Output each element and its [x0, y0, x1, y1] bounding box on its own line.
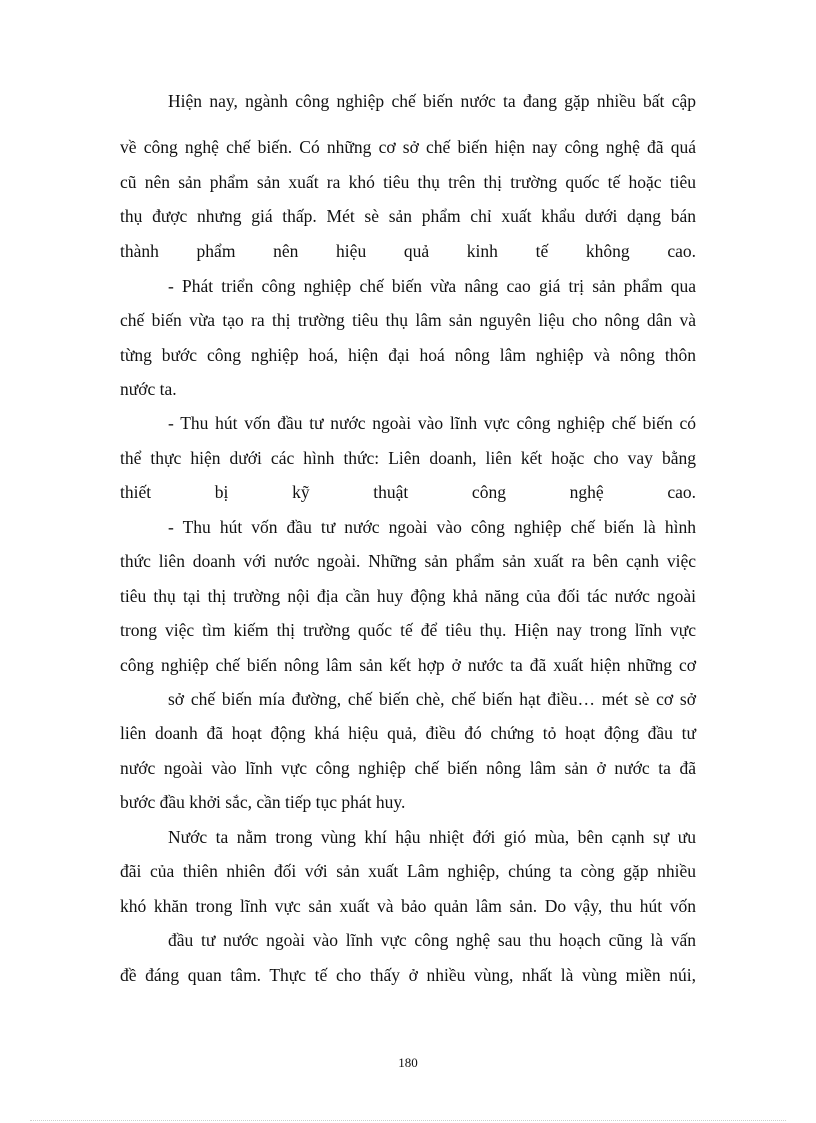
text-line: liên doanh đã hoạt động khá hiệu quả, điều đó chứng tỏ hoạt động đầu tư	[120, 723, 696, 743]
text-line: công nghiệp chế biến nông lâm sản kết hợp ở nước ta đã xuất hiện những cơ	[120, 655, 696, 675]
text-line: đãi của thiên nhiên đối với sản xuất Lâm nghiệp, chúng ta còng gặp nhiều	[120, 861, 696, 881]
text-line: khó khăn trong lĩnh vực sản xuất và bảo quản lâm sản. Do vậy, thu hút vốn	[120, 896, 696, 916]
text-line: đề đáng quan tâm. Thực tế cho thấy ở nhiều vùng, nhất là vùng miền núi,	[120, 965, 696, 985]
page-number: 180	[398, 1055, 418, 1070]
text-line: về công nghệ chế biến. Có những cơ sở chế biến hiện nay công nghệ đã quá	[120, 137, 696, 157]
text-line: chế biến vừa tạo ra thị trường tiêu thụ lâm sản nguyên liệu cho nông dân và	[120, 310, 696, 330]
text-line: nước ngoài vào lĩnh vực công nghiệp chế biến nông lâm sản ở nước ta đã	[120, 758, 696, 778]
page-bottom-divider	[30, 1120, 786, 1121]
text-line: tiêu thụ tại thị trường nội địa cần huy động khả năng của đối tác nước ngoài	[120, 586, 696, 606]
text-line: nước ta.	[120, 379, 177, 399]
text-line: - Thu hút vốn đầu tư nước ngoài vào công nghiệp chế biến là hình	[168, 517, 696, 537]
text-line: Hiện nay, ngành công nghiệp chế biến nước ta đang gặp nhiều bất cập	[168, 91, 696, 111]
text-line: cũ nên sản phẩm sản xuất ra khó tiêu thụ trên thị trường quốc tế hoặc tiêu	[120, 172, 696, 192]
text-line: - Phát triển công nghiệp chế biến vừa nâng cao giá trị sản phẩm qua	[168, 276, 696, 296]
text-line: thể thực hiện dưới các hình thức: Liên doanh, liên kết hoặc cho vay bằng	[120, 448, 696, 468]
text-line: thụ được nhưng giá thấp. Mét sè sản phẩm chỉ xuất khẩu dưới dạng bán	[120, 206, 696, 226]
text-line: sở chế biến mía đường, chế biến chè, chế biến hạt điều… mét sè cơ sở	[168, 689, 696, 709]
text-line: trong việc tìm kiếm thị trường quốc tế để tiêu thụ. Hiện nay trong lĩnh vực	[120, 620, 696, 640]
text-line: thành phẩm nên hiệu quả kinh tế không cao.	[120, 241, 696, 261]
text-line: thức liên doanh với nước ngoài. Những sản phẩm sản xuất ra bên cạnh việc	[120, 551, 696, 571]
text-line: đầu tư nước ngoài vào lĩnh vực công nghệ sau thu hoạch cũng là vấn	[168, 930, 696, 950]
text-line: thiết bị kỹ thuật công nghệ cao.	[120, 482, 696, 502]
text-line: từng bước công nghiệp hoá, hiện đại hoá nông lâm nghiệp và nông thôn	[120, 345, 696, 365]
text-line: Nước ta nằm trong vùng khí hậu nhiệt đới gió mùa, bên cạnh sự ưu	[168, 827, 696, 847]
text-line: - Thu hút vốn đầu tư nước ngoài vào lĩnh vực công nghiệp chế biến có	[168, 413, 696, 433]
text-line: bước đầu khởi sắc, cần tiếp tục phát huy.	[120, 792, 406, 812]
